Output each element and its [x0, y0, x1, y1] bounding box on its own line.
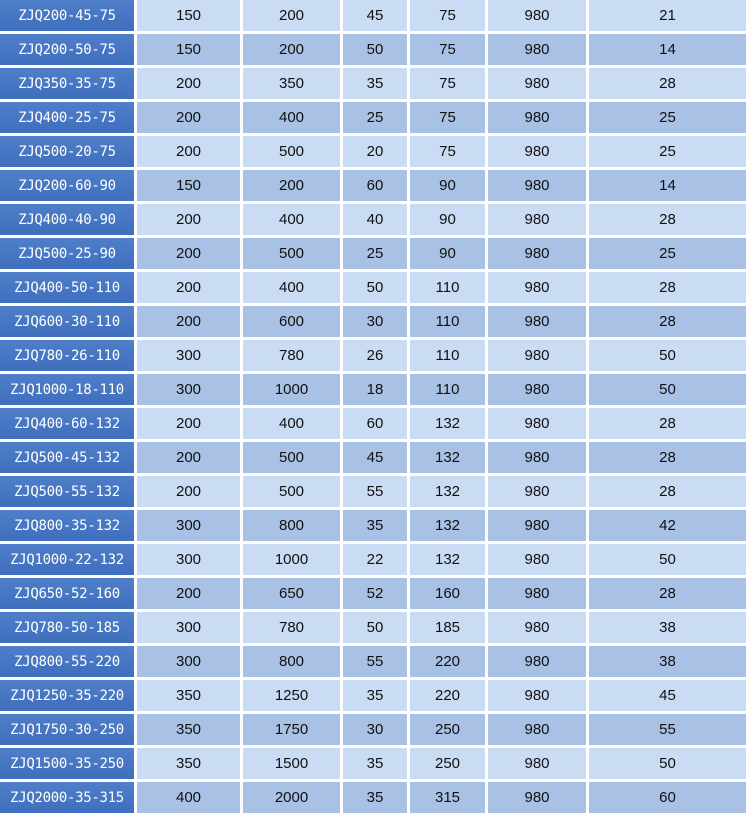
col-1-cell: 150 [137, 170, 240, 201]
col-4-cell: 75 [410, 136, 485, 167]
table-row [0, 0, 755, 31]
col-5-cell: 980 [488, 782, 586, 813]
col-6-cell: 28 [589, 408, 746, 439]
col-6-cell: 50 [589, 374, 746, 405]
col-4-cell: 132 [410, 544, 485, 575]
col-2-cell: 800 [243, 646, 340, 677]
col-6-cell: 25 [589, 238, 746, 269]
model-cell: ZJQ600-30-110 [0, 306, 134, 337]
col-3-cell: 18 [343, 374, 407, 405]
col-5-cell: 980 [488, 612, 586, 643]
col-3-cell: 35 [343, 680, 407, 711]
col-3-cell: 50 [343, 34, 407, 65]
col-1-cell: 300 [137, 510, 240, 541]
table-row [0, 578, 755, 609]
col-1-cell: 200 [137, 578, 240, 609]
col-6-cell: 38 [589, 646, 746, 677]
col-1-cell: 300 [137, 646, 240, 677]
table-row [0, 646, 755, 677]
model-cell: ZJQ2000-35-315 [0, 782, 134, 813]
col-3-cell: 20 [343, 136, 407, 167]
col-1-cell: 150 [137, 34, 240, 65]
col-4-cell: 75 [410, 0, 485, 31]
model-cell: ZJQ200-50-75 [0, 34, 134, 65]
table-row [0, 68, 755, 99]
col-1-cell: 300 [137, 374, 240, 405]
col-3-cell: 45 [343, 0, 407, 31]
col-1-cell: 300 [137, 544, 240, 575]
col-1-cell: 200 [137, 442, 240, 473]
col-6-cell: 28 [589, 476, 746, 507]
col-2-cell: 600 [243, 306, 340, 337]
col-4-cell: 90 [410, 238, 485, 269]
col-5-cell: 980 [488, 646, 586, 677]
col-5-cell: 980 [488, 748, 586, 779]
col-6-cell: 28 [589, 306, 746, 337]
col-5-cell: 980 [488, 170, 586, 201]
table-row [0, 374, 755, 405]
col-1-cell: 150 [137, 0, 240, 31]
table-row [0, 544, 755, 575]
table-row [0, 272, 755, 303]
col-6-cell: 28 [589, 68, 746, 99]
col-6-cell: 38 [589, 612, 746, 643]
col-2-cell: 780 [243, 340, 340, 371]
col-3-cell: 55 [343, 646, 407, 677]
col-5-cell: 980 [488, 102, 586, 133]
col-1-cell: 400 [137, 782, 240, 813]
col-1-cell: 300 [137, 612, 240, 643]
col-6-cell: 28 [589, 204, 746, 235]
col-3-cell: 25 [343, 238, 407, 269]
col-5-cell: 980 [488, 578, 586, 609]
col-2-cell: 400 [243, 102, 340, 133]
col-5-cell: 980 [488, 374, 586, 405]
col-1-cell: 350 [137, 748, 240, 779]
col-4-cell: 75 [410, 68, 485, 99]
table-row [0, 306, 755, 337]
table-row [0, 476, 755, 507]
col-3-cell: 26 [343, 340, 407, 371]
col-4-cell: 110 [410, 272, 485, 303]
model-cell: ZJQ200-45-75 [0, 0, 134, 31]
col-4-cell: 160 [410, 578, 485, 609]
col-2-cell: 650 [243, 578, 340, 609]
col-6-cell: 28 [589, 272, 746, 303]
model-cell: ZJQ1500-35-250 [0, 748, 134, 779]
col-3-cell: 30 [343, 306, 407, 337]
col-4-cell: 75 [410, 102, 485, 133]
col-4-cell: 75 [410, 34, 485, 65]
col-5-cell: 980 [488, 0, 586, 31]
col-4-cell: 220 [410, 646, 485, 677]
table-row [0, 34, 755, 65]
col-1-cell: 200 [137, 68, 240, 99]
col-1-cell: 200 [137, 204, 240, 235]
col-3-cell: 30 [343, 714, 407, 745]
col-5-cell: 980 [488, 340, 586, 371]
col-1-cell: 200 [137, 408, 240, 439]
col-2-cell: 780 [243, 612, 340, 643]
model-cell: ZJQ400-60-132 [0, 408, 134, 439]
col-1-cell: 200 [137, 136, 240, 167]
col-3-cell: 52 [343, 578, 407, 609]
col-1-cell: 200 [137, 306, 240, 337]
col-4-cell: 315 [410, 782, 485, 813]
model-cell: ZJQ500-20-75 [0, 136, 134, 167]
col-2-cell: 1000 [243, 544, 340, 575]
model-cell: ZJQ400-40-90 [0, 204, 134, 235]
col-1-cell: 200 [137, 272, 240, 303]
table-row [0, 748, 755, 779]
col-1-cell: 200 [137, 238, 240, 269]
table-row [0, 136, 755, 167]
table-row [0, 612, 755, 643]
col-2-cell: 500 [243, 442, 340, 473]
col-1-cell: 200 [137, 102, 240, 133]
col-3-cell: 25 [343, 102, 407, 133]
col-2-cell: 350 [243, 68, 340, 99]
col-4-cell: 132 [410, 408, 485, 439]
col-6-cell: 28 [589, 578, 746, 609]
model-cell: ZJQ400-50-110 [0, 272, 134, 303]
col-5-cell: 980 [488, 408, 586, 439]
col-5-cell: 980 [488, 510, 586, 541]
col-6-cell: 25 [589, 102, 746, 133]
table-row [0, 102, 755, 133]
col-1-cell: 350 [137, 680, 240, 711]
col-3-cell: 40 [343, 204, 407, 235]
col-6-cell: 50 [589, 748, 746, 779]
model-cell: ZJQ800-35-132 [0, 510, 134, 541]
col-6-cell: 42 [589, 510, 746, 541]
col-1-cell: 350 [137, 714, 240, 745]
col-6-cell: 60 [589, 782, 746, 813]
model-cell: ZJQ500-45-132 [0, 442, 134, 473]
col-3-cell: 45 [343, 442, 407, 473]
model-cell: ZJQ200-60-90 [0, 170, 134, 201]
col-4-cell: 220 [410, 680, 485, 711]
col-2-cell: 1750 [243, 714, 340, 745]
model-cell: ZJQ780-50-185 [0, 612, 134, 643]
col-4-cell: 110 [410, 340, 485, 371]
table-row [0, 680, 755, 711]
col-5-cell: 980 [488, 714, 586, 745]
table-row [0, 442, 755, 473]
model-cell: ZJQ500-25-90 [0, 238, 134, 269]
col-5-cell: 980 [488, 272, 586, 303]
col-5-cell: 980 [488, 68, 586, 99]
col-4-cell: 90 [410, 170, 485, 201]
col-2-cell: 400 [243, 408, 340, 439]
col-6-cell: 21 [589, 0, 746, 31]
col-3-cell: 50 [343, 272, 407, 303]
col-2-cell: 500 [243, 238, 340, 269]
col-2-cell: 200 [243, 0, 340, 31]
table-row [0, 782, 755, 813]
table-row [0, 340, 755, 371]
col-5-cell: 980 [488, 442, 586, 473]
col-2-cell: 800 [243, 510, 340, 541]
col-5-cell: 980 [488, 544, 586, 575]
model-cell: ZJQ1000-22-132 [0, 544, 134, 575]
col-5-cell: 980 [488, 476, 586, 507]
col-3-cell: 35 [343, 510, 407, 541]
col-6-cell: 50 [589, 544, 746, 575]
col-4-cell: 250 [410, 714, 485, 745]
table-row [0, 408, 755, 439]
col-6-cell: 28 [589, 442, 746, 473]
col-4-cell: 185 [410, 612, 485, 643]
col-1-cell: 200 [137, 476, 240, 507]
model-cell: ZJQ500-55-132 [0, 476, 134, 507]
col-3-cell: 60 [343, 408, 407, 439]
col-5-cell: 980 [488, 34, 586, 65]
col-5-cell: 980 [488, 204, 586, 235]
col-5-cell: 980 [488, 680, 586, 711]
table-row [0, 714, 755, 745]
model-cell: ZJQ400-25-75 [0, 102, 134, 133]
col-2-cell: 400 [243, 272, 340, 303]
col-2-cell: 200 [243, 34, 340, 65]
col-2-cell: 500 [243, 136, 340, 167]
col-2-cell: 2000 [243, 782, 340, 813]
col-6-cell: 45 [589, 680, 746, 711]
col-1-cell: 300 [137, 340, 240, 371]
col-3-cell: 60 [343, 170, 407, 201]
col-3-cell: 22 [343, 544, 407, 575]
col-6-cell: 55 [589, 714, 746, 745]
table-row [0, 238, 755, 269]
col-2-cell: 500 [243, 476, 340, 507]
col-2-cell: 1000 [243, 374, 340, 405]
col-3-cell: 55 [343, 476, 407, 507]
col-6-cell: 25 [589, 136, 746, 167]
col-4-cell: 250 [410, 748, 485, 779]
model-cell: ZJQ350-35-75 [0, 68, 134, 99]
col-3-cell: 35 [343, 782, 407, 813]
model-cell: ZJQ650-52-160 [0, 578, 134, 609]
col-2-cell: 200 [243, 170, 340, 201]
col-5-cell: 980 [488, 136, 586, 167]
col-6-cell: 50 [589, 340, 746, 371]
model-cell: ZJQ1750-30-250 [0, 714, 134, 745]
col-3-cell: 35 [343, 748, 407, 779]
col-4-cell: 132 [410, 442, 485, 473]
col-6-cell: 14 [589, 170, 746, 201]
col-2-cell: 400 [243, 204, 340, 235]
col-3-cell: 50 [343, 612, 407, 643]
table-row [0, 170, 755, 201]
table-row [0, 204, 755, 235]
col-6-cell: 14 [589, 34, 746, 65]
col-3-cell: 35 [343, 68, 407, 99]
model-cell: ZJQ1000-18-110 [0, 374, 134, 405]
col-4-cell: 90 [410, 204, 485, 235]
col-4-cell: 132 [410, 510, 485, 541]
model-cell: ZJQ1250-35-220 [0, 680, 134, 711]
col-5-cell: 980 [488, 238, 586, 269]
col-4-cell: 110 [410, 306, 485, 337]
model-cell: ZJQ780-26-110 [0, 340, 134, 371]
table-row [0, 510, 755, 541]
col-4-cell: 132 [410, 476, 485, 507]
col-2-cell: 1500 [243, 748, 340, 779]
model-cell: ZJQ800-55-220 [0, 646, 134, 677]
col-4-cell: 110 [410, 374, 485, 405]
col-2-cell: 1250 [243, 680, 340, 711]
col-5-cell: 980 [488, 306, 586, 337]
